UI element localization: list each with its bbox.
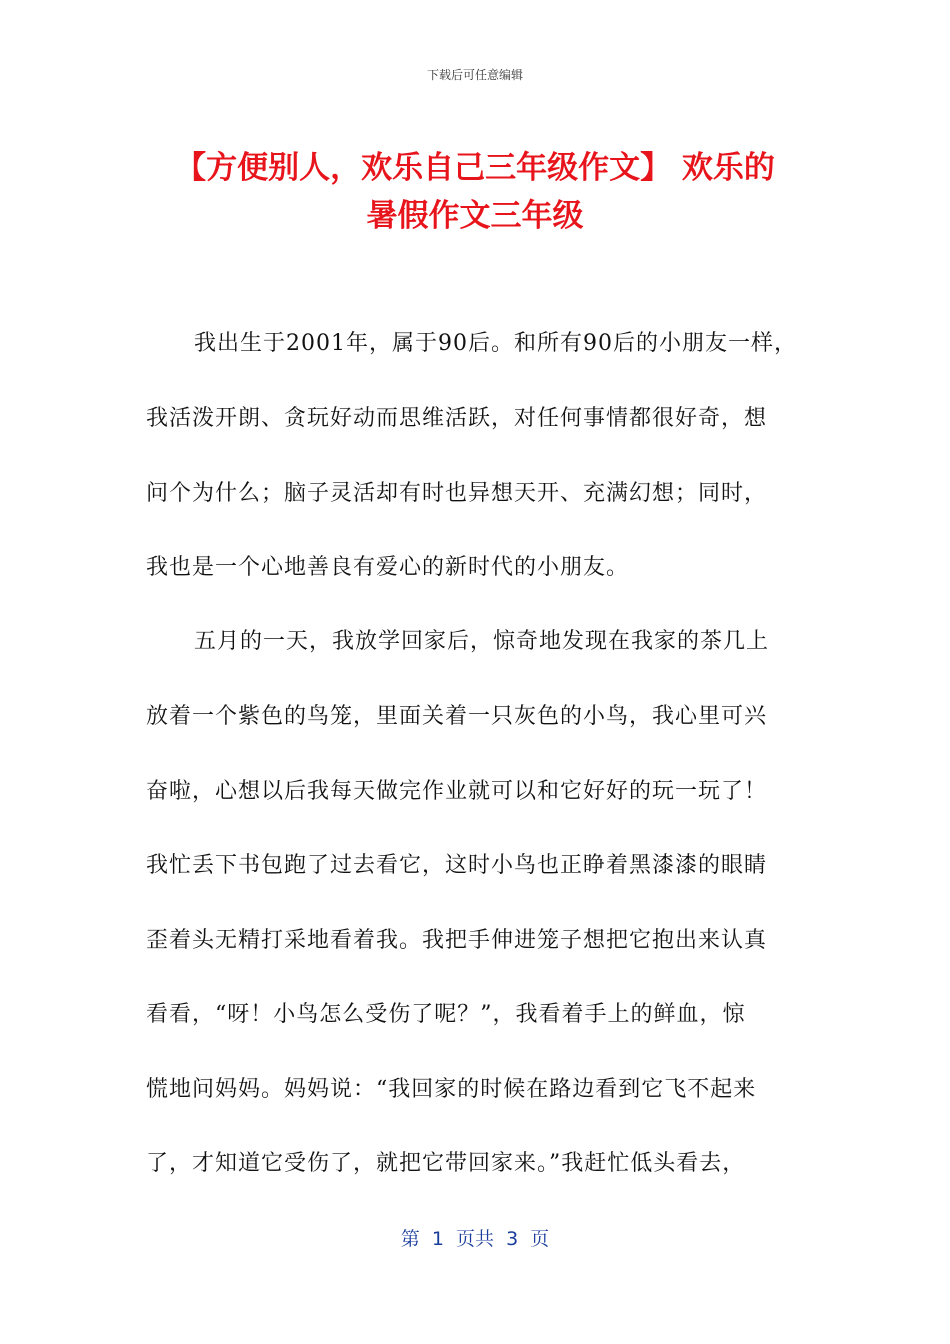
body-line: 放着一个紫色的鸟笼，里面关着一只灰色的小鸟，我心里可兴: [146, 704, 768, 729]
body-line: 看看，“呀！小鸟怎么受伤了呢？”，我看着手上的鲜血，惊: [146, 1002, 746, 1027]
document-title: [120, 144, 830, 240]
body-line: 我忙丢下书包跑了过去看它，这时小鸟也正睁着黑漆漆的眼睛: [146, 853, 768, 878]
body-line: 了，才知道它受伤了，就把它带回家来。”我赶忙低头看去，: [146, 1151, 746, 1176]
title-line-2: 暑假作文三年级: [366, 198, 584, 234]
body-line: 我也是一个心地善良有爱心的新时代的小朋友。: [146, 555, 630, 580]
header-note: 下载后可任意编辑: [426, 68, 523, 82]
body-line: 五月的一天，我放学回家后，惊奇地发现在我家的茶几上: [194, 629, 770, 654]
body-line: 问个为什么；脑子灵活却有时也异想天开、充满幻想；同时，: [146, 481, 768, 506]
body-line: 歪着头无精打采地看着我。我把手伸进笼子想把它抱出来认真: [146, 928, 768, 953]
body-line: 慌地问妈妈。妈妈说：“我回家的时候在路边看到它飞不起来: [146, 1077, 757, 1102]
body-line: 我活泼开朗、贪玩好动而思维活跃，对任何事情都很好奇，想: [146, 406, 768, 431]
page-number-footer: 第 1 页共 3 页: [400, 1228, 550, 1250]
body-line: 我出生于2001年，属于90后。和所有90后的小朋友一样，: [194, 331, 797, 356]
title-line-1: 【方便别人，欢乐自己三年级作文】 欢乐的: [175, 150, 775, 186]
body-line: 奋啦，心想以后我每天做完作业就可以和它好好的玩一玩了！: [146, 779, 768, 804]
